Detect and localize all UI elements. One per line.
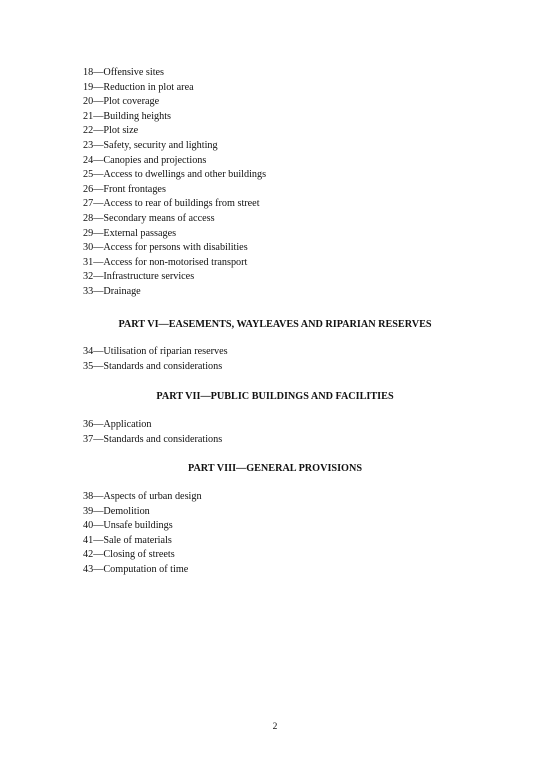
list-item: 32—Infrastructure services xyxy=(83,271,195,283)
list-item: 38—Aspects of urban design xyxy=(83,491,202,502)
list-item: 39—Demolition xyxy=(83,505,150,517)
list-item: 41—Sale of materials xyxy=(83,534,172,546)
list-item: 33—Drainage xyxy=(83,285,141,297)
page-number: 2 xyxy=(272,722,278,732)
list-item: 34—Utilisation of riparian reserves xyxy=(83,346,228,357)
section-list-part-vii xyxy=(83,418,483,447)
list-item: 42—Closing of streets xyxy=(83,549,175,561)
list-item: 40—Unsafe buildings xyxy=(83,520,173,532)
list-item: 22—Plot size xyxy=(83,125,139,137)
list-item: 24—Canopies and projections xyxy=(83,154,207,166)
list-item: 30—Access for persons with disabilities xyxy=(83,242,248,254)
list-item: 31—Access for non-motorised transport xyxy=(83,256,248,268)
list-item: 18—Offensive sites xyxy=(83,67,165,78)
list-item: 25—Access to dwellings and other buildings xyxy=(83,169,267,181)
section-list-group1 xyxy=(83,66,483,300)
list-item: 36—Application xyxy=(83,419,152,430)
list-item: 20—Plot coverage xyxy=(83,96,160,108)
list-item: 43—Computation of time xyxy=(83,563,189,575)
list-item: 35—Standards and considerations xyxy=(83,360,223,372)
part-vii-heading: PART VII—PUBLIC BUILDINGS AND FACILITIES xyxy=(156,391,394,402)
part-viii-heading: PART VIII—GENERAL PROVISIONS xyxy=(187,463,362,474)
part-vi-heading: PART VI—EASEMENTS, WAYLEAVES AND RIPARIAN RESERVES xyxy=(118,319,432,330)
list-item: 28—Secondary means of access xyxy=(83,212,215,224)
list-item: 23—Safety, security and lighting xyxy=(83,139,218,151)
list-item: 26—Front frontages xyxy=(83,183,166,195)
list-item: 21—Building heights xyxy=(83,110,172,122)
list-item: 37—Standards and considerations xyxy=(83,433,223,445)
list-item: 27—Access to rear of buildings from street xyxy=(83,198,260,210)
section-list-part-viii xyxy=(83,490,483,578)
list-item: 29—External passages xyxy=(83,227,177,239)
section-list-part-vi xyxy=(83,345,483,374)
list-item: 19—Reduction in plot area xyxy=(83,81,194,93)
